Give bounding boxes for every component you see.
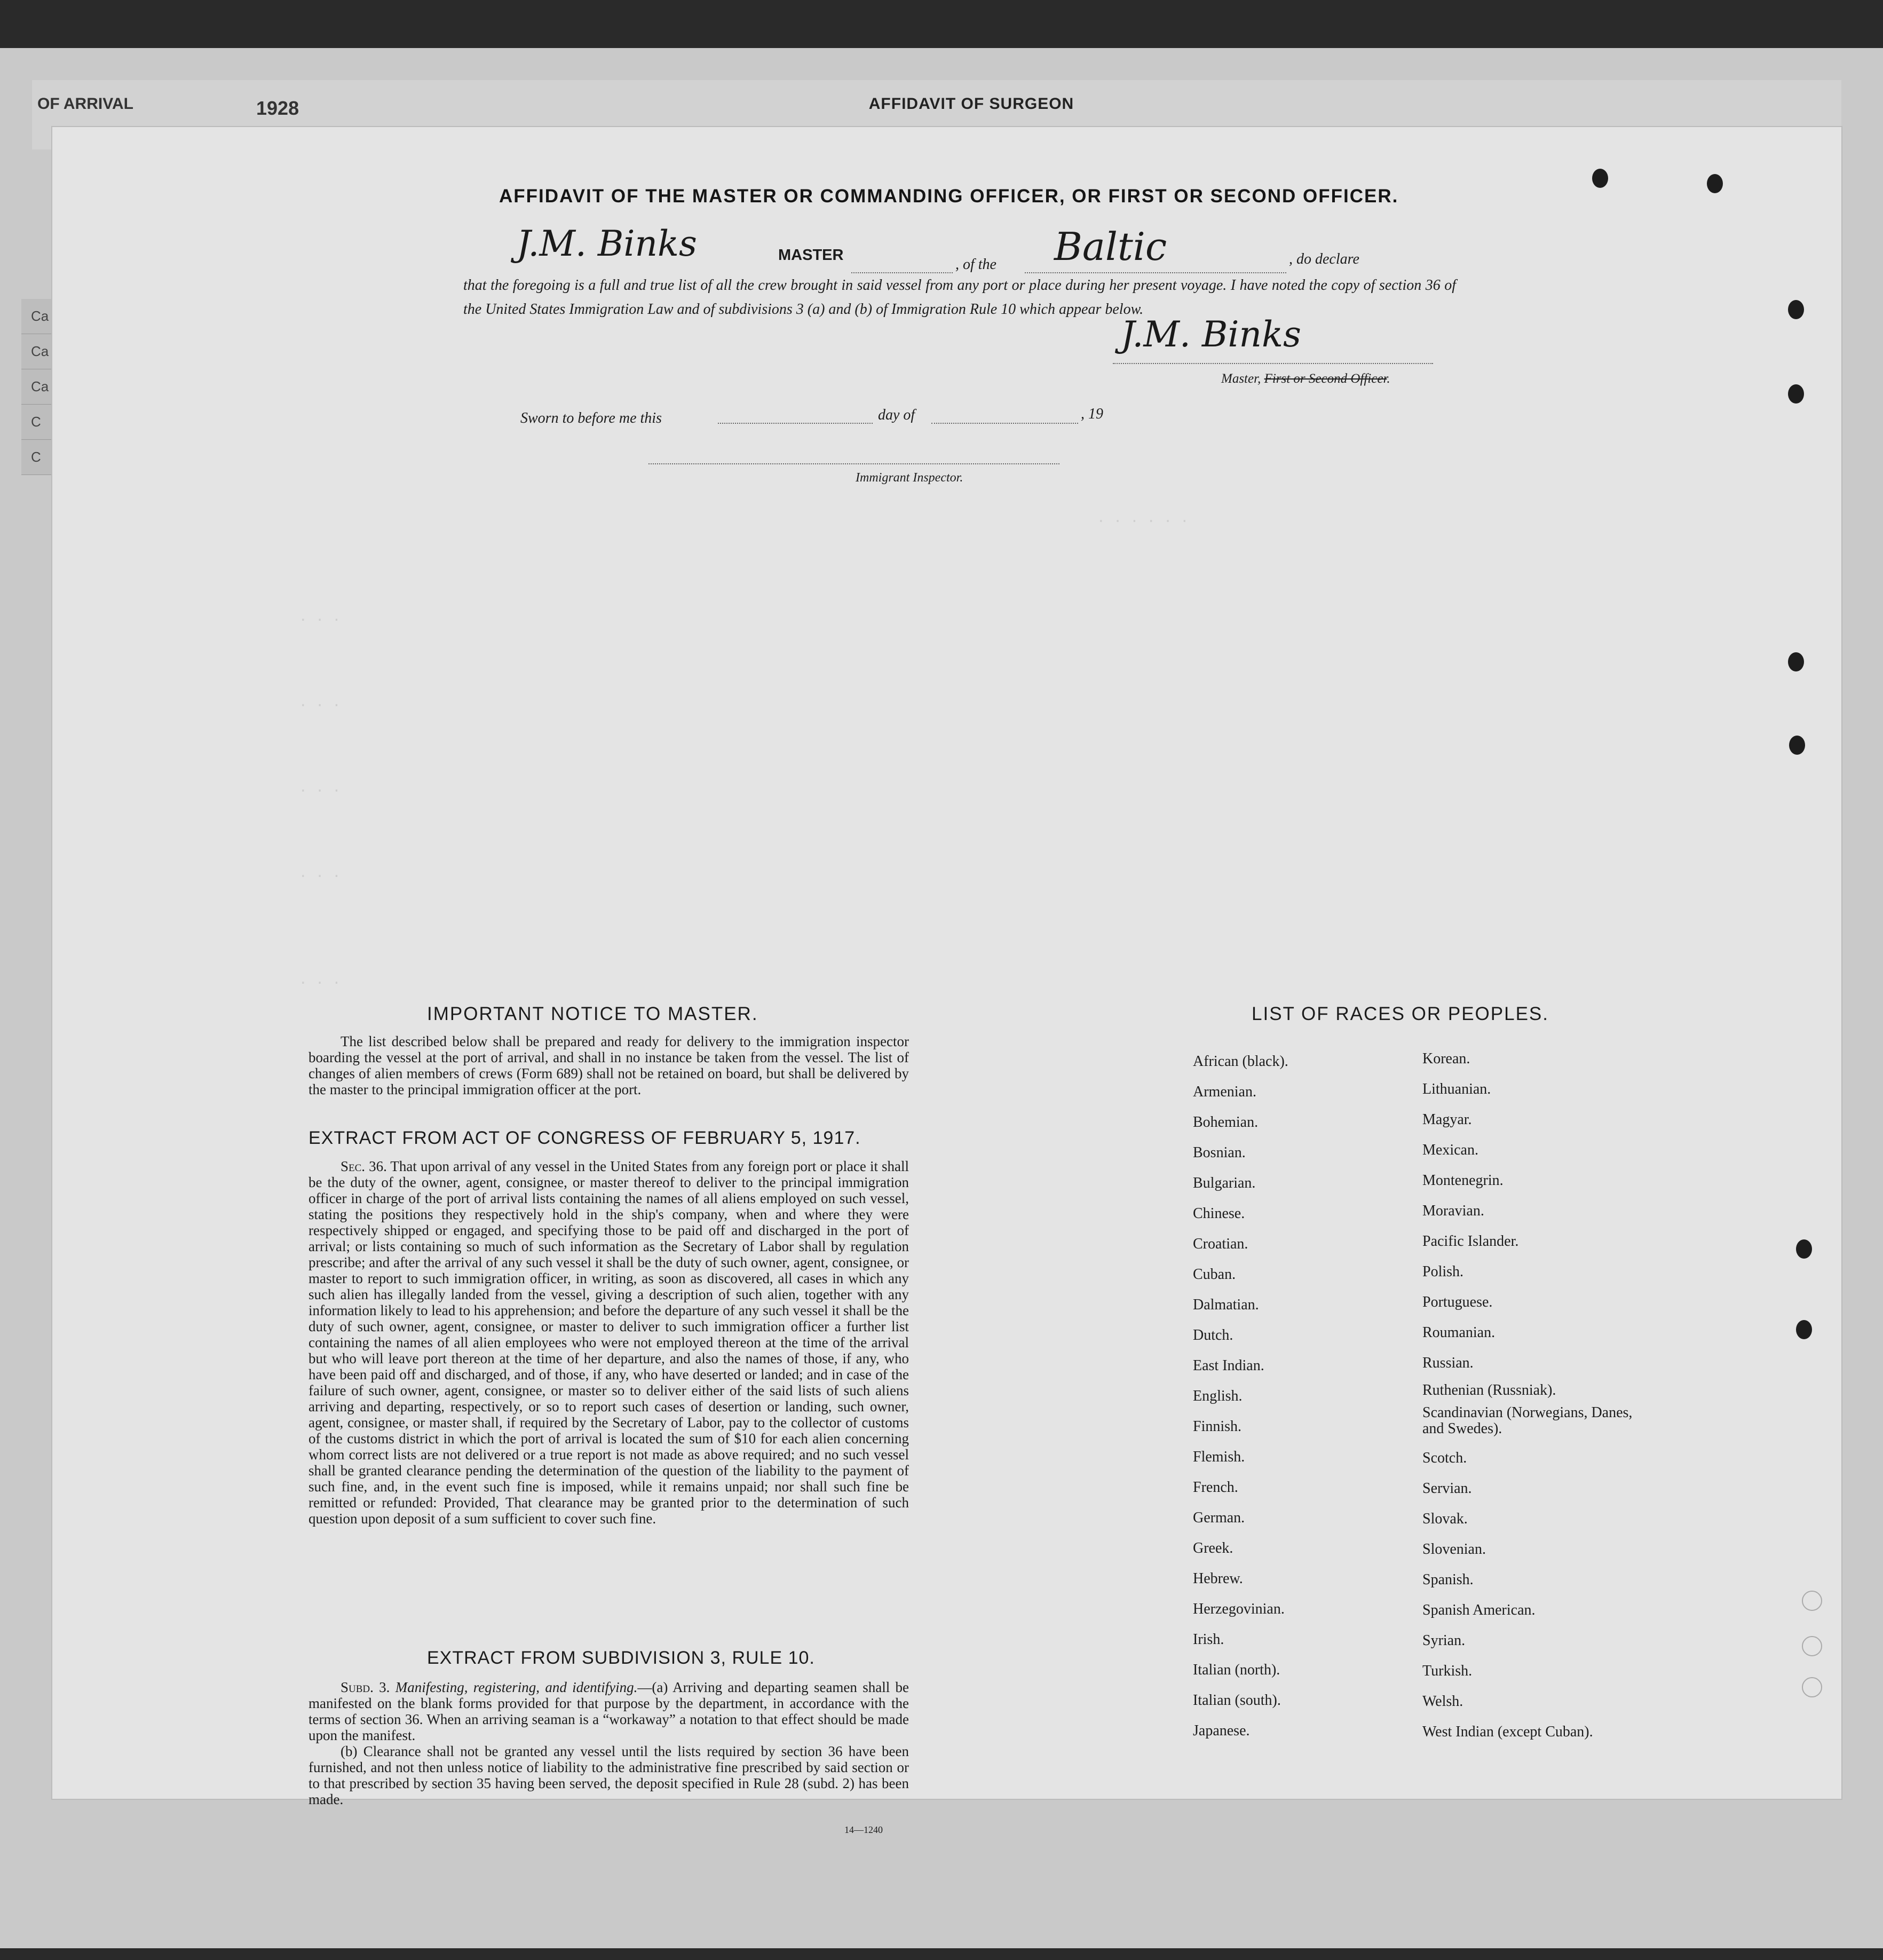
tab-label: C bbox=[21, 440, 59, 475]
signatory-role bbox=[1221, 372, 1390, 386]
race-item: African (black). bbox=[1193, 1053, 1288, 1070]
affidavit-title: AFFIDAVIT OF THE MASTER OR COMMANDING OFFICER, OR FIRST OR SECOND OFFICER. bbox=[499, 186, 1399, 207]
race-item: French. bbox=[1193, 1479, 1238, 1496]
extract-rule-title: EXTRACT FROM SUBDIVISION 3, RULE 10. bbox=[427, 1648, 815, 1668]
master-label: MASTER bbox=[778, 247, 844, 264]
punch-hole bbox=[1788, 652, 1804, 671]
arrival-stamp: OF ARRIVAL bbox=[37, 95, 133, 113]
race-item: Lithuanian. bbox=[1422, 1081, 1491, 1097]
notice-body bbox=[308, 1033, 909, 1097]
race-item: Bulgarian. bbox=[1193, 1175, 1256, 1191]
race-item: Slovak. bbox=[1422, 1511, 1468, 1527]
inspector-label: Immigrant Inspector. bbox=[856, 471, 963, 485]
affidavit-body: that the foregoing is a full and true list of all the crew brought in said vessel from any port or place during her present voyage. I have noted the copy of section 36 of the United States Immigration Law and of subdivisions 3 (a) and (b) of Immigration Rule 10 which appear below. bbox=[463, 277, 1456, 318]
race-item: Spanish. bbox=[1422, 1571, 1474, 1588]
race-item: Ruthenian (Russniak). bbox=[1422, 1382, 1556, 1398]
race-item: Syrian. bbox=[1422, 1632, 1466, 1649]
race-item: Japanese. bbox=[1193, 1722, 1250, 1739]
rule-10-text bbox=[308, 1679, 909, 1807]
surgeon-affidavit-header: AFFIDAVIT OF SURGEON bbox=[868, 95, 1074, 113]
race-item: Roumanian. bbox=[1422, 1324, 1496, 1341]
master-signature-2: J.M. Binks bbox=[1121, 314, 1301, 355]
subdivision-heading: Manifesting, registering, and identifying. bbox=[395, 1679, 638, 1695]
race-item: German. bbox=[1193, 1509, 1245, 1526]
race-item: West Indian (except Cuban). bbox=[1422, 1724, 1593, 1740]
race-item: Armenian. bbox=[1193, 1084, 1256, 1100]
race-item: English. bbox=[1193, 1388, 1243, 1404]
role-period: . bbox=[1387, 372, 1390, 386]
role-master: Master, bbox=[1221, 372, 1261, 386]
ring-hole bbox=[1802, 1636, 1822, 1656]
punch-hole bbox=[1788, 300, 1804, 319]
tab-label: C bbox=[21, 405, 59, 440]
notice-title: IMPORTANT NOTICE TO MASTER. bbox=[427, 1003, 758, 1024]
race-item: Korean. bbox=[1422, 1050, 1470, 1067]
races-column-1 bbox=[1193, 1046, 1288, 1746]
race-item: Turkish. bbox=[1422, 1663, 1473, 1679]
punch-hole bbox=[1592, 169, 1608, 188]
race-item: Welsh. bbox=[1422, 1693, 1463, 1710]
race-item: Italian (north). bbox=[1193, 1662, 1280, 1678]
extract-act-title: EXTRACT FROM ACT OF CONGRESS OF FEBRUARY 5, 1917. bbox=[308, 1128, 861, 1148]
bleed-through-text: . . . bbox=[299, 971, 341, 987]
inspector-line bbox=[648, 463, 1059, 464]
race-item: East Indian. bbox=[1193, 1357, 1264, 1374]
do-declare-label: , do declare bbox=[1289, 251, 1359, 267]
bleed-through-text: . . . bbox=[299, 608, 341, 625]
race-item: Pacific Islander. bbox=[1422, 1233, 1519, 1250]
race-item: Russian. bbox=[1422, 1355, 1474, 1371]
race-item: Scotch. bbox=[1422, 1450, 1467, 1466]
day-of-label: day of bbox=[878, 407, 915, 423]
race-item: Montenegrin. bbox=[1422, 1172, 1504, 1189]
bleed-through-text: . . . bbox=[299, 694, 341, 710]
form-number: 14—1240 bbox=[844, 1824, 883, 1835]
ring-hole bbox=[1802, 1677, 1822, 1697]
punch-hole bbox=[1796, 1239, 1812, 1259]
sworn-label: Sworn to before me this bbox=[520, 410, 662, 426]
race-item: Flemish. bbox=[1193, 1449, 1245, 1465]
race-item: Portuguese. bbox=[1422, 1294, 1493, 1310]
section-label: Sec. 36. bbox=[341, 1158, 387, 1174]
race-item: Polish. bbox=[1422, 1263, 1464, 1280]
punch-hole bbox=[1789, 736, 1805, 755]
race-item: Bohemian. bbox=[1193, 1114, 1259, 1131]
vessel-name: Baltic bbox=[1054, 224, 1167, 269]
stamp-year: 1928 bbox=[256, 97, 299, 119]
race-item: Magyar. bbox=[1422, 1111, 1472, 1128]
race-item: Bosnian. bbox=[1193, 1144, 1246, 1161]
role-struck: First or Second Officer bbox=[1264, 372, 1387, 386]
races-column-2 bbox=[1422, 1044, 1647, 1747]
notice-paragraph: The list described below shall be prepared and ready for delivery to the immigration inspector boarding the vessel at the port of arrival, and shall in no instance be taken from the vessel. The list of changes of alien members of crews (Form 689) shall not be retained on board, but shall be delivered by the master to the principal immigration officer at the port. bbox=[308, 1033, 909, 1097]
race-item: Dalmatian. bbox=[1193, 1297, 1259, 1313]
race-item: Chinese. bbox=[1193, 1205, 1245, 1222]
punch-hole bbox=[1788, 384, 1804, 404]
race-item: Hebrew. bbox=[1193, 1570, 1243, 1587]
tab-label: Ca bbox=[21, 299, 59, 334]
master-signature: J.M. Binks bbox=[517, 223, 697, 264]
race-item: Cuban. bbox=[1193, 1266, 1236, 1283]
year-label: , 19 bbox=[1081, 406, 1103, 422]
race-item: Croatian. bbox=[1193, 1236, 1248, 1252]
tab-label: Ca bbox=[21, 369, 59, 405]
race-item: Servian. bbox=[1422, 1480, 1472, 1497]
race-item: Moravian. bbox=[1422, 1203, 1484, 1219]
race-item: Irish. bbox=[1193, 1631, 1224, 1648]
subdivision-label: Subd. 3. bbox=[341, 1679, 390, 1695]
race-item: Spanish American. bbox=[1422, 1602, 1536, 1618]
race-item: Scandinavian (Norwegians, Danes, and Swedes). bbox=[1422, 1404, 1633, 1437]
race-item: Dutch. bbox=[1193, 1327, 1233, 1343]
section-36-text bbox=[308, 1158, 909, 1527]
tab-label: Ca bbox=[21, 334, 59, 369]
ring-hole bbox=[1802, 1591, 1822, 1611]
punch-hole bbox=[1707, 174, 1723, 193]
paragraph-b: (b) Clearance shall not be granted any vessel until the lists required by section 36 have been furnished, and not then unless notice of liability to the administrative fine prescribed by said section or to that prescribed by section 35 having been served, the deposit specified in Rule 28 (subd. 2) has been made. bbox=[308, 1743, 909, 1807]
race-item: Finnish. bbox=[1193, 1418, 1242, 1435]
signature-line bbox=[1113, 363, 1433, 364]
sworn-day-line bbox=[718, 423, 873, 424]
bleed-through-text: . . . bbox=[299, 865, 341, 881]
bleed-through-text: . . . . . . bbox=[1097, 510, 1189, 526]
race-item: Italian (south). bbox=[1193, 1692, 1281, 1709]
section-body: That upon arrival of any vessel in the United States from any foreign port or place it shall be the duty of the owner, agent, consignee, or master thereof to deliver to the principal immigration officer in charge of the port of arrival lists containing the names of all aliens employed on such vessel, stating the positions they respectively hold in the ship's company, when and where they were respectively shipped or engaged, and specifying those to be paid off and discharged in the port of arrival; or lists containing so much of such information as the Secretary of Labor shall by regulation prescribe; and after the arrival of any such vessel it shall be the duty of such owner, agent, consignee, or master to report to such immigration officer, in writing, as soon as discovered, all cases in which any such alien has illegally landed from the vessel, giving a description of such alien, together with any information likely to lead to his apprehension; and before the departure of any such vessel it shall be the duty of such owner, agent, consignee, or master to deliver to such immigration officer a further list containing the names of all alien employees who were not employed thereon at the time of the arrival but who will leave port thereon at the time of her departure, and also the names of those, if any, who have been paid off and discharged, and of those, if any, who have deserted or landed; and in case of the failure of such owner, agent, consignee, or master so to deliver either of the said lists of such aliens arriving and departing, respectively, or so to report such cases of desertion or landing, such owner, agent, consignee, or master shall, if required by the Secretary of Labor, pay to the collector of customs of the customs district in which the port of arrival is located the sum of $10 for each alien concerning whom correct lists are not delivered or a true report is not made as above required; and no such vessel shall be granted clearance pending the determination of the question of the liability to the payment of such fine, and, in the event such fine is imposed, while it remains unpaid; nor shall such fine be remitted or refunded: Provided, That clearance may be granted prior to the determination of such question upon deposit of a sum sufficient to cover such fine. bbox=[308, 1158, 909, 1527]
race-item: Slovenian. bbox=[1422, 1541, 1486, 1558]
sworn-month-line bbox=[931, 423, 1078, 424]
race-item: Mexican. bbox=[1422, 1142, 1478, 1158]
paragraph-a: —(a) Arriving and departing seamen shall be manifested on the blank forms provided for that purpose by the department, in accordance with the terms of section 36. When an arriving seaman is a “workaway” a notation to that effect should be made upon the manifest. bbox=[308, 1679, 909, 1743]
races-title: LIST OF RACES OR PEOPLES. bbox=[1252, 1003, 1549, 1024]
bleed-through-text: . . . bbox=[299, 779, 341, 795]
of-the-label: , of the bbox=[955, 256, 996, 273]
race-item: Greek. bbox=[1193, 1540, 1233, 1556]
punch-hole bbox=[1796, 1320, 1812, 1339]
race-item: Herzegovinian. bbox=[1193, 1601, 1285, 1617]
